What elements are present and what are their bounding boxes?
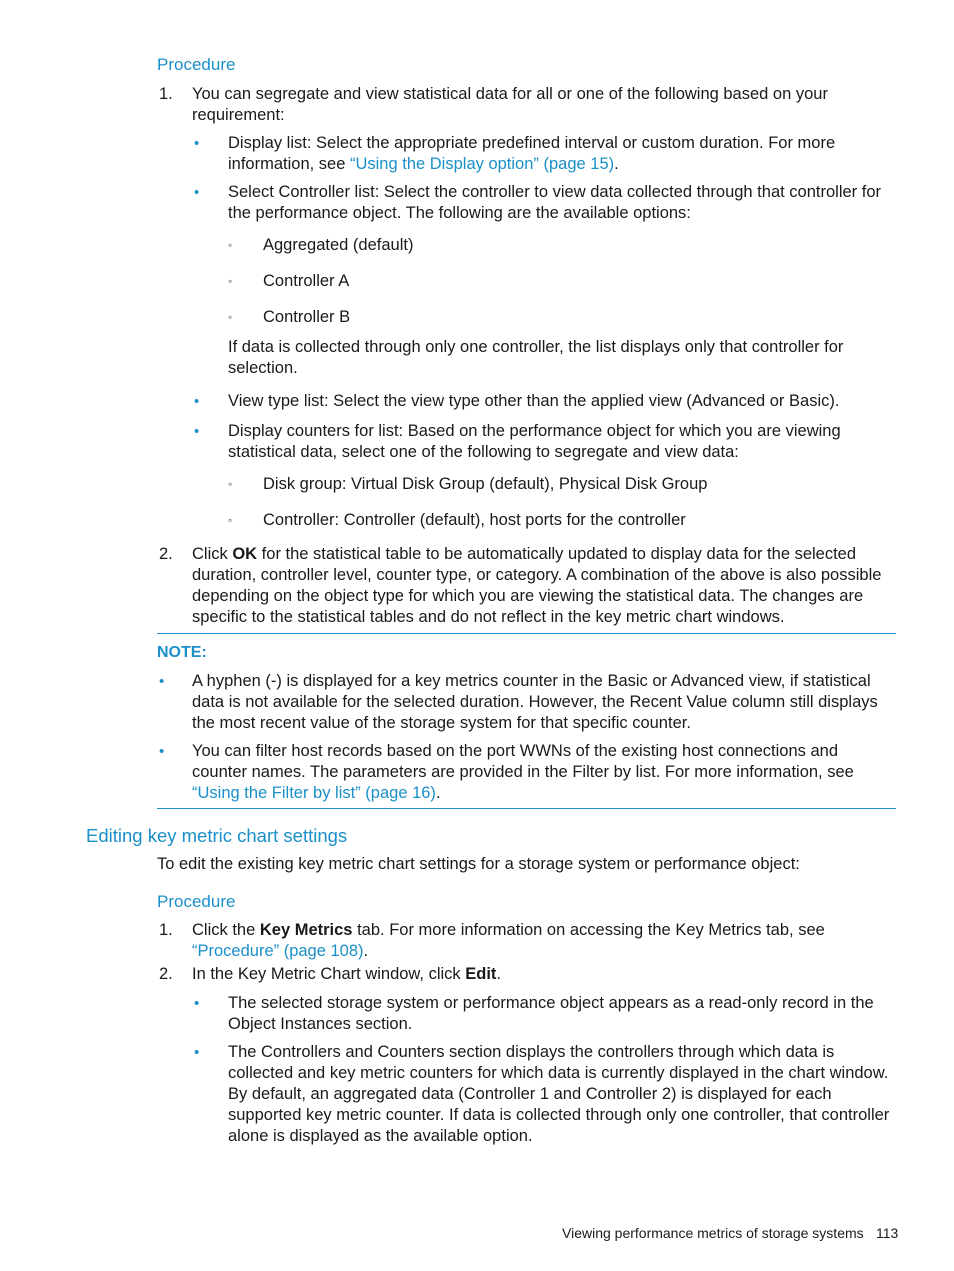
step-number: 2. <box>159 545 173 563</box>
step-text: In the Key Metric Chart window, click Edit. <box>192 965 502 983</box>
bullet-display-counters: Display counters for list: Based on the performance object for which you are viewing statistical data, select one of the following to segregate and view data: <box>228 422 841 461</box>
note-item: You can filter host records based on the port WWNs of the existing host connections and counter names. The parameters are provided in the Filter by list. For more information, see “Using the Filter by list” (page 16). <box>192 742 854 802</box>
bullet-icon: • <box>194 1044 200 1061</box>
note-top-rule <box>157 633 896 634</box>
procedure-heading: Procedure <box>157 55 236 74</box>
link-display-option[interactable]: “Using the Display option” (page 15) <box>349 155 615 173</box>
bullet-controller-list: Select Controller list: Select the controller to view data collected through that controller for the performance object. The following are the available options: <box>228 183 881 222</box>
link-filter-by-list[interactable]: “Using the Filter by list” (page 16) <box>192 784 436 802</box>
link-procedure[interactable]: “Procedure” (page 108) <box>192 942 364 960</box>
note-item: A hyphen (-) is displayed for a key metrics counter in the Basic or Advanced view, if statistical data is not available for the selected duration. However, the Recent Value column still displays the most recent value of the storage system for that specific counter. <box>192 672 878 732</box>
option-item: Aggregated (default) <box>263 236 414 254</box>
option-item: Controller A <box>263 272 350 290</box>
option-item: Disk group: Virtual Disk Group (default), Physical Disk Group <box>263 475 708 493</box>
bullet-icon: • <box>159 673 165 690</box>
procedure-heading: Procedure <box>157 892 236 911</box>
bullet-icon: • <box>159 743 165 760</box>
step-number: 1. <box>159 85 173 103</box>
bullet-icon: • <box>194 393 200 410</box>
circle-icon: ◦ <box>228 477 233 491</box>
bullet-icon: • <box>194 995 200 1012</box>
step-text: Click OK for the statistical table to be automatically updated to display data for the selected duration, controller level, counter type, or category. A combination of the above is also possible depending on the object type for which you are viewing the statistical data. The changes are specific to the statistical tables and do not reflect in the key metric chart windows. <box>192 545 882 626</box>
bullet-icon: • <box>194 135 200 152</box>
bullet-icon: • <box>194 423 200 440</box>
page-number: 113 <box>876 1225 899 1241</box>
circle-icon: ◦ <box>228 513 233 527</box>
note-label: NOTE: <box>157 644 207 661</box>
bullet-display-list: Display list: Select the appropriate predefined interval or custom duration. For more information, see “Using the Display option” (page 15). <box>228 134 836 173</box>
note-bottom-rule <box>157 808 896 809</box>
bullet-icon: • <box>194 184 200 201</box>
controller-note: If data is collected through only one controller, the list displays only that controller for selection. <box>228 338 844 377</box>
section-bullet: The selected storage system or performance object appears as a read-only record in the Object Instances section. <box>228 994 874 1033</box>
bullet-view-type: View type list: Select the view type other than the applied view (Advanced or Basic). <box>228 392 840 410</box>
step-text: You can segregate and view statistical data for all or one of the following based on your requirement: <box>192 85 828 124</box>
option-item: Controller B <box>263 308 351 326</box>
section-intro: To edit the existing key metric chart settings for a storage system or performance object: <box>157 855 800 873</box>
circle-icon: ◦ <box>228 310 233 324</box>
step-number: 1. <box>159 921 173 939</box>
section-bullet: The Controllers and Counters section displays the controllers through which data is collected and key metric counters for which data is currently displayed in the chart window. By default, an aggregated data (Controller 1 and Controller 2) is displayed for each supported key metric counter. If data is collected through only one controller, that controller alone is displayed as the available option. <box>228 1043 890 1145</box>
circle-icon: ◦ <box>228 238 233 252</box>
step-number: 2. <box>159 965 173 983</box>
option-item: Controller: Controller (default), host ports for the controller <box>263 511 686 529</box>
circle-icon: ◦ <box>228 274 233 288</box>
section-heading: Editing key metric chart settings <box>86 825 348 846</box>
footer-title: Viewing performance metrics of storage systems <box>562 1225 864 1241</box>
step-text: Click the Key Metrics tab. For more information on accessing the Key Metrics tab, see “Procedure” (page 108). <box>192 921 825 960</box>
